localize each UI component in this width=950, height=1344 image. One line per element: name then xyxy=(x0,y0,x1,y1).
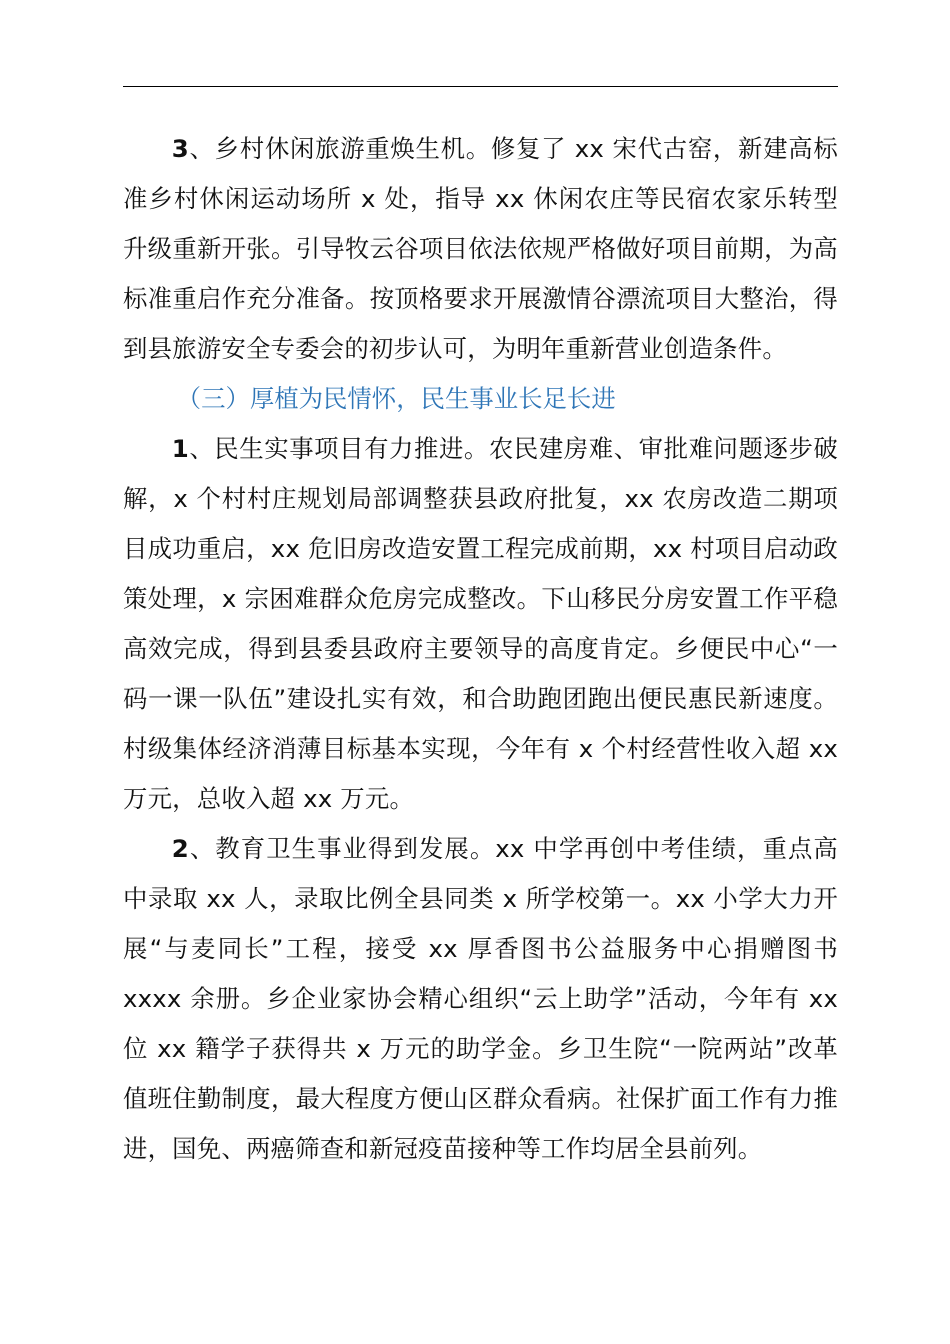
paragraph-livelihood xyxy=(123,424,838,824)
item-number: 3 xyxy=(171,134,189,163)
paragraph-education-health xyxy=(123,824,838,1174)
paragraph-text: 、民生实事项目有力推进。农民建房难、审批难问题逐步破解，x 个村村庄规划局部调整获县政府批复，xx 农房改造二期项目成功重启，xx 危旧房改造安置工程完成前期，xx 村项目启动政策处理，x 宗困难群众危房完成整改。下山移民分房安置工作平稳高效完成，得到县委县政府主要领导的高度肯定。乡便民中心“一码一课一队伍”建设扎实有效，和合助跑团跑出便民惠民新速度。村级集体经济消薄目标基本实现，今年有 x 个村经营性收入超 xx 万元，总收入超 xx 万元。 xyxy=(123,434,838,813)
item-number: 2 xyxy=(171,834,189,863)
paragraph-text: 、教育卫生事业得到发展。xx 中学再创中考佳绩，重点高中录取 xx 人，录取比例全县同类 x 所学校第一。xx 小学大力开展“与麦同长”工程，接受 xx 厚香图书公益服务中心捐赠图书 xxxx 余册。乡企业家协会精心组织“云上助学”活动，今年有 xx 位 xx 籍学子获得共 x 万元的助学金。乡卫生院“一院两站”改革值班住勤制度，最大程度方便山区群众看病。社保扩面工作有力推进，国免、两癌筛查和新冠疫苗接种等工作均居全县前列。 xyxy=(123,834,838,1163)
paragraph-text: 、乡村休闲旅游重焕生机。修复了 xx 宋代古窑，新建高标准乡村休闲运动场所 x 处，指导 xx 休闲农庄等民宿农家乐转型升级重新开张。引导牧云谷项目依法依规严格做好项目前期，为高标准重启作充分准备。按顶格要求开展激情谷漂流项目大整治，得到县旅游安全专委会的初步认可，为明年重新营业创造条件。 xyxy=(123,134,838,363)
document-body xyxy=(123,124,838,1174)
section-heading: （三）厚植为民情怀，民生事业长足长进 xyxy=(176,384,616,413)
item-number: 1 xyxy=(171,434,189,463)
header-rule xyxy=(123,86,838,87)
paragraph-tourism xyxy=(123,124,838,374)
